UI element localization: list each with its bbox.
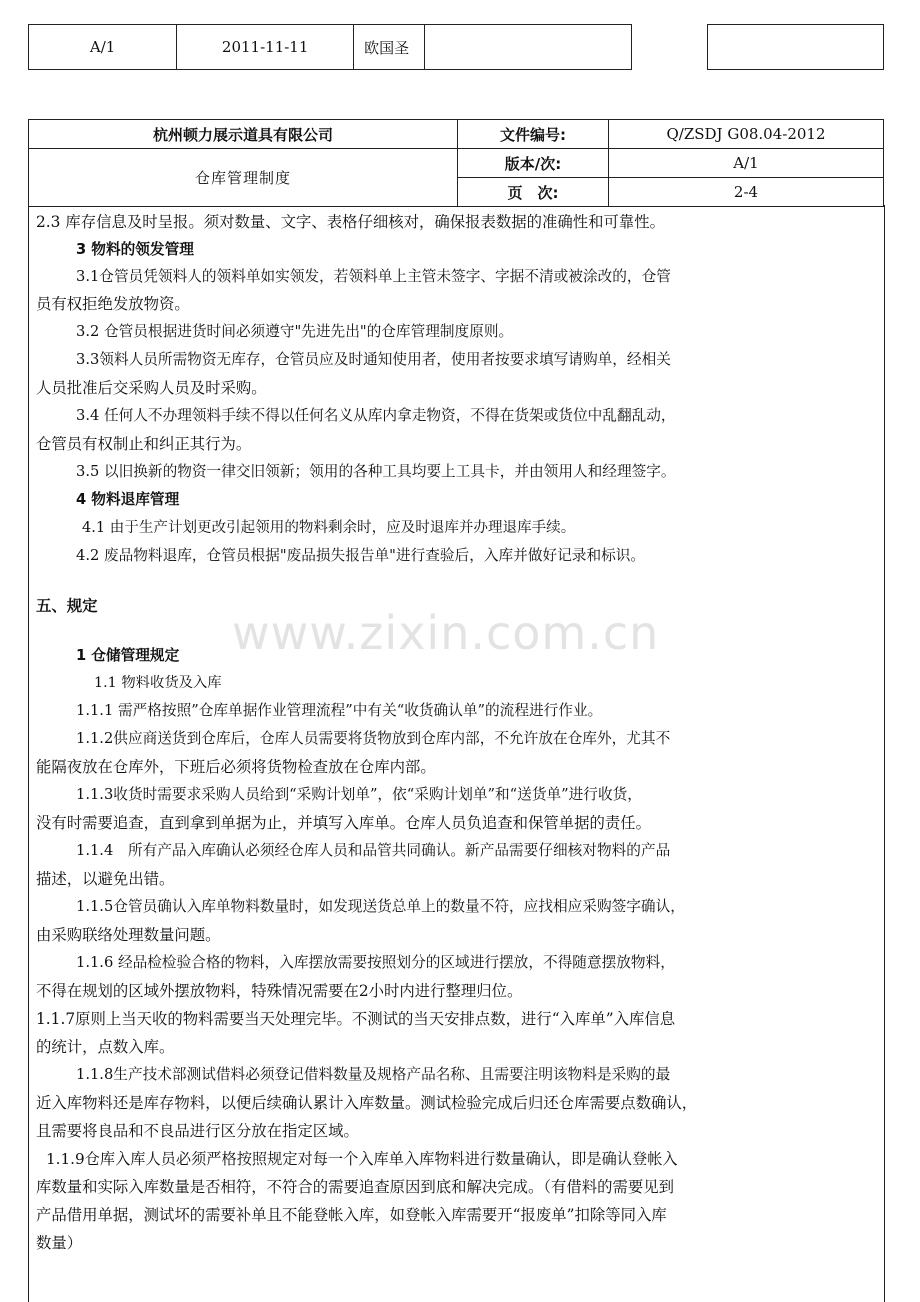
body-line: 3.3领料人员所需物资无库存，仓管员应及时通知使用者，使用者按要求填写请购单，经相关 <box>76 351 671 368</box>
watermark: www.zixin.com.cn <box>232 606 660 660</box>
body-line: 且需要将良品和不良品进行区分放在指定区域。 <box>36 1122 359 1140</box>
body-line: 由采购联络处理数量问题。 <box>36 926 221 944</box>
doc-number-value: Q/ZSDJ G08.04-2012 <box>609 120 884 149</box>
body-line: 近入库物料还是库存物料，以便后续确认累计入库数量。测试检验完成后归还仓库需要点数确认， <box>36 1094 698 1112</box>
body-line: 数量） <box>36 1234 83 1252</box>
body-line: 1.1.6 经品检检验合格的物料，入库摆放需要按照划分的区域进行摆放，不得随意摆放物料， <box>76 954 675 971</box>
revision-blank-cell <box>424 25 632 70</box>
body-line: 没有时需要追查，直到拿到单据为止，并填写入库单。仓库人员负追查和保管单据的责任。 <box>36 814 651 832</box>
doc-number-label: 文件编号: <box>458 120 609 149</box>
body-line: 1.1.1 需严格按照”仓库单据作业管理流程”中有关“收货确认单”的流程进行作业。 <box>76 702 603 719</box>
revision-version: A/1 <box>29 25 177 70</box>
page-label: 页 次: <box>458 178 609 207</box>
body-line: 1.1.2供应商送货到仓库后，仓库人员需要将货物放到仓库内部，不允许放在仓库外，尤其不 <box>76 730 671 747</box>
revision-table <box>28 24 884 70</box>
body-line: 产品借用单据，测试坏的需要补单且不能登帐入库，如登帐入库需要开“报废单”扣除等同入库 <box>36 1206 667 1224</box>
body-line: 2.3 库存信息及时呈报。须对数量、文字、表格仔细核对，确保报表数据的准确性和可靠性。 <box>36 213 665 231</box>
chapter-heading: 五、规定 <box>36 597 98 615</box>
body-line: 3.1仓管员凭领料人的领料单如实领发，若领料单上主管未签字、字据不清或被涂改的，仓管 <box>76 268 671 285</box>
body-line: 描述，以避免出错。 <box>36 870 175 888</box>
body-line: 1.1.3收货时需要求采购人员给到“采购计划单”，依“采购计划单”和“送货单”进行收货， <box>76 786 642 803</box>
body-line: 1.1.8生产技术部测试借料必须登记借料数量及规格产品名称、且需要注明该物料是采购的最 <box>76 1066 671 1083</box>
revision-gap <box>632 25 708 70</box>
body-line: 仓管员有权制止和纠正其行为。 <box>36 435 252 453</box>
document-header-table <box>28 119 884 207</box>
company-name: 杭州顿力展示道具有限公司 <box>29 120 458 149</box>
body-line: 1.1.4 所有产品入库确认必须经仓库人员和品管共同确认。新产品需要仔细核对物料的产品 <box>76 842 671 859</box>
body-line: 能隔夜放在仓库外，下班后必须将货物检查放在仓库内部。 <box>36 758 436 776</box>
body-line: 库数量和实际入库数量是否相符，不符合的需要追查原因到底和解决完成。（有借料的需要见到 <box>36 1178 675 1196</box>
body-line: 不得在规划的区域外摆放物料，特殊情况需要在2小时内进行整理归位。 <box>36 982 523 1000</box>
body-line: 1.1.9仓库入库人员必须严格按照规定对每一个入库单入库物料进行数量确认，即是确认登帐入 <box>46 1150 678 1168</box>
body-line: 4.2 废品物料退库，仓管员根据"废品损失报告单"进行查验后，入库并做好记录和标识。 <box>76 547 646 564</box>
revision-date: 2011-11-11 <box>177 25 354 70</box>
body-line: 员有权拒绝发放物资。 <box>36 295 190 313</box>
version-label: 版本/次: <box>458 149 609 178</box>
version-value: A/1 <box>609 149 884 178</box>
body-line: 1.1 物料收货及入库 <box>94 675 222 691</box>
section-heading: 3 物料的领发管理 <box>76 241 194 258</box>
section-heading: 4 物料退库管理 <box>76 491 180 508</box>
body-line: 的统计，点数入库。 <box>36 1038 175 1056</box>
body-line: 1.1.5仓管员确认入库单物料数量时，如发现送货总单上的数量不符，应找相应采购签字确认， <box>76 898 685 915</box>
revision-blank-cell-2 <box>708 25 884 70</box>
body-line: 3.2 仓管员根据进货时间必须遵守"先进先出"的仓库管理制度原则。 <box>76 323 514 340</box>
body-line: 3.5 以旧换新的物资一律交旧领新；领用的各种工具均要上工具卡，并由领用人和经理签字。 <box>76 463 676 480</box>
section-heading: 1 仓储管理规定 <box>76 647 180 664</box>
document-title: 仓库管理制度 <box>29 149 458 207</box>
revision-person: 欧国圣 <box>354 25 425 70</box>
body-line: 1.1.7原则上当天收的物料需要当天处理完毕。不测试的当天安排点数，进行“入库单”入库信息 <box>36 1010 676 1028</box>
body-line: 3.4 任何人不办理领料手续不得以任何名义从库内拿走物资，不得在货架或货位中乱翻乱动， <box>76 407 676 424</box>
body-line: 人员批准后交采购人员及时采购。 <box>36 379 267 397</box>
page-value: 2-4 <box>609 178 884 207</box>
body-line: 4.1 由于生产计划更改引起领用的物料剩余时，应及时退库并办理退库手续。 <box>82 519 576 536</box>
